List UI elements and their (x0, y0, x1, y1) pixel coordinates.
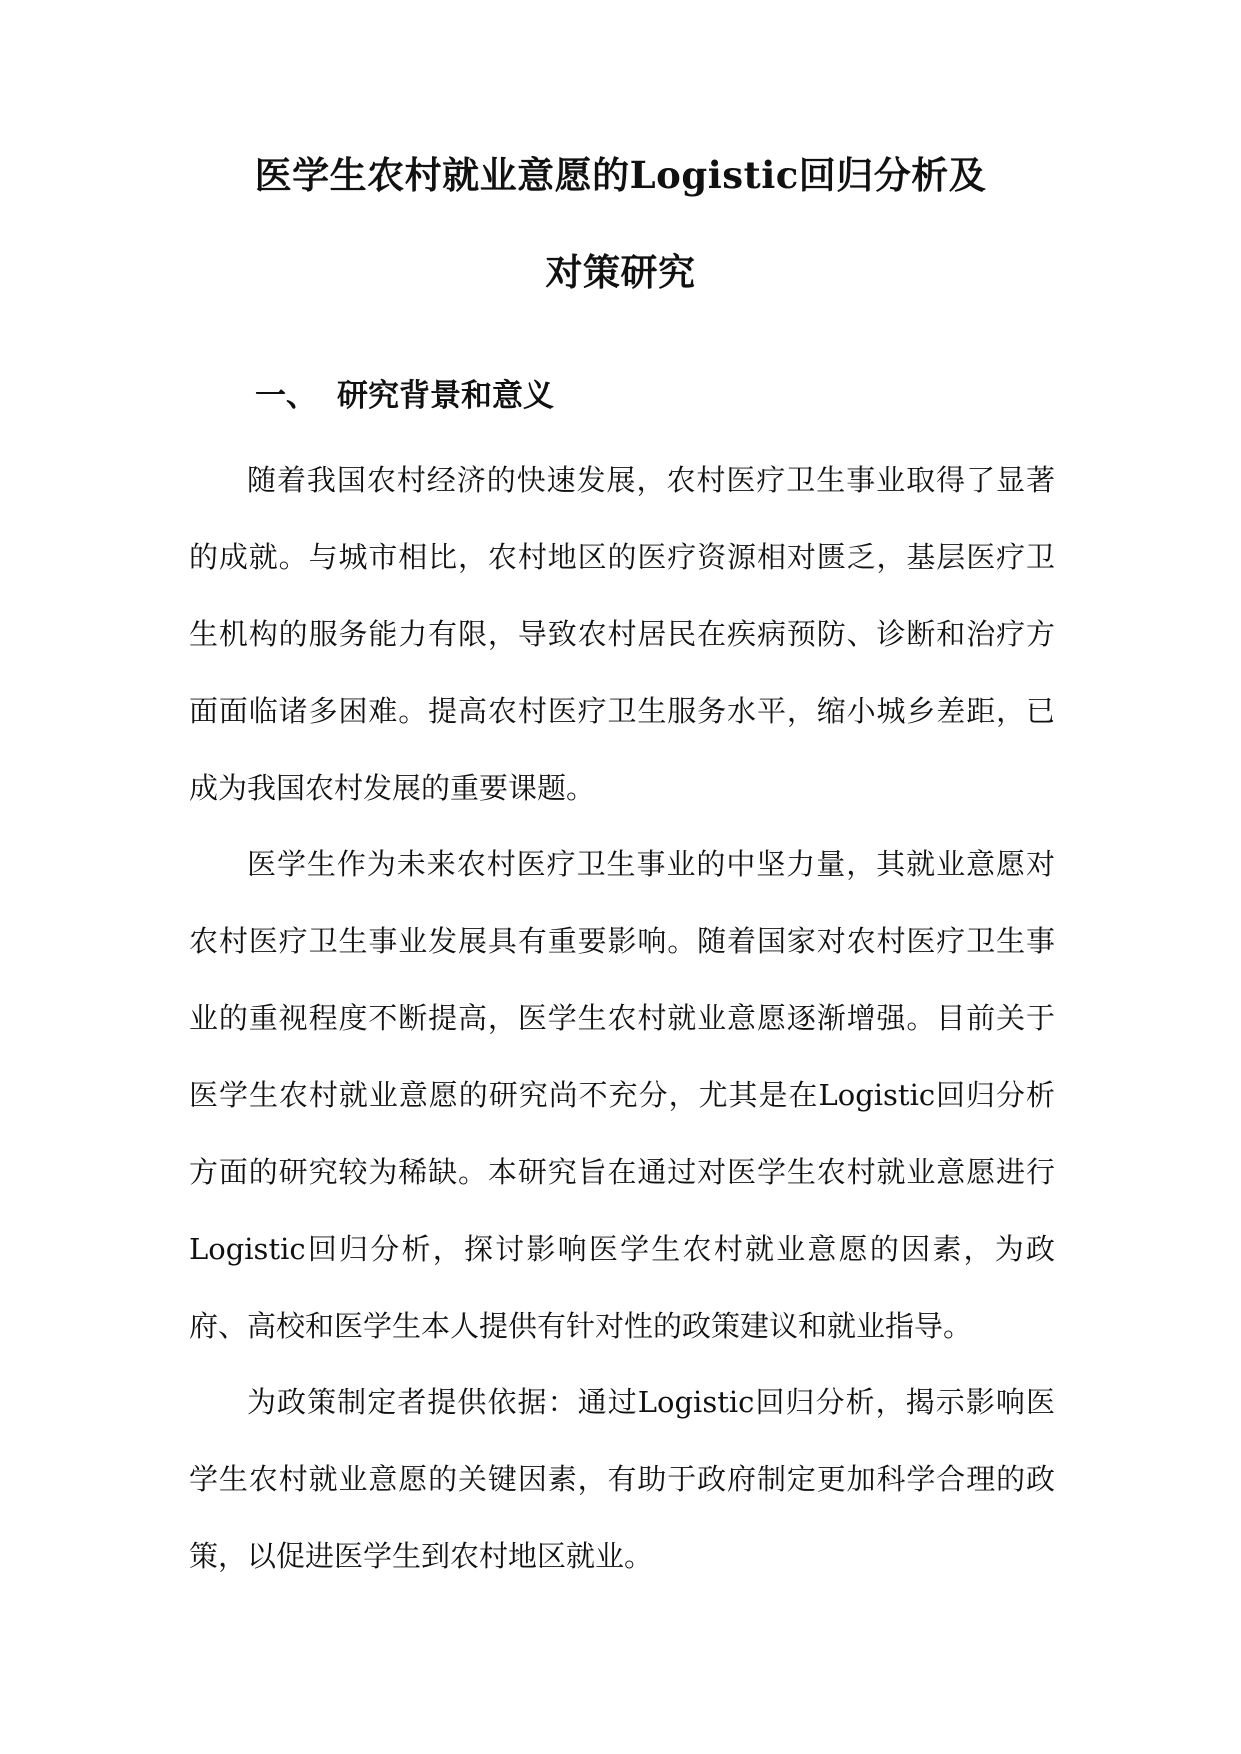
paragraph-2: 医学生作为未来农村医疗卫生事业的中坚力量，其就业意愿对农村医疗卫生事业发展具有重要影响。随着国家对农村医疗卫生事业的重视程度不断提高，医学生农村就业意愿逐渐增强。目前关于医学生农村就业意愿的研究尚不充分，尤其是在Logistic回归分析方面的研究较为稀缺。本研究旨在通过对医学生农村就业意愿进行Logistic回归分析，探讨影响医学生农村就业意愿的因素，为政府、高校和医学生本人提供有针对性的政策建议和就业指导。 (189, 847, 1055, 1343)
paragraph-3: 为政策制定者提供依据：通过Logistic回归分析，揭示影响医学生农村就业意愿的关键因素，有助于政府制定更加科学合理的政策，以促进医学生到农村地区就业。 (189, 1385, 1055, 1573)
document-title-line-2: 对策研究 (545, 250, 696, 294)
section-heading (255, 376, 554, 416)
document-title-line-1: 医学生农村就业意愿的Logistic回归分析及 (254, 153, 987, 197)
paragraph-1: 随着我国农村经济的快速发展，农村医疗卫生事业取得了显著的成就。与城市相比，农村地区的医疗资源相对匮乏，基层医疗卫生机构的服务能力有限，导致农村居民在疾病预防、诊断和治疗方面面临诸多困难。提高农村医疗卫生服务水平，缩小城乡差距，已成为我国农村发展的重要课题。 (189, 463, 1055, 805)
section-heading-text: 研究背景和意义 (337, 378, 554, 414)
section-number: 一、 (255, 378, 317, 414)
